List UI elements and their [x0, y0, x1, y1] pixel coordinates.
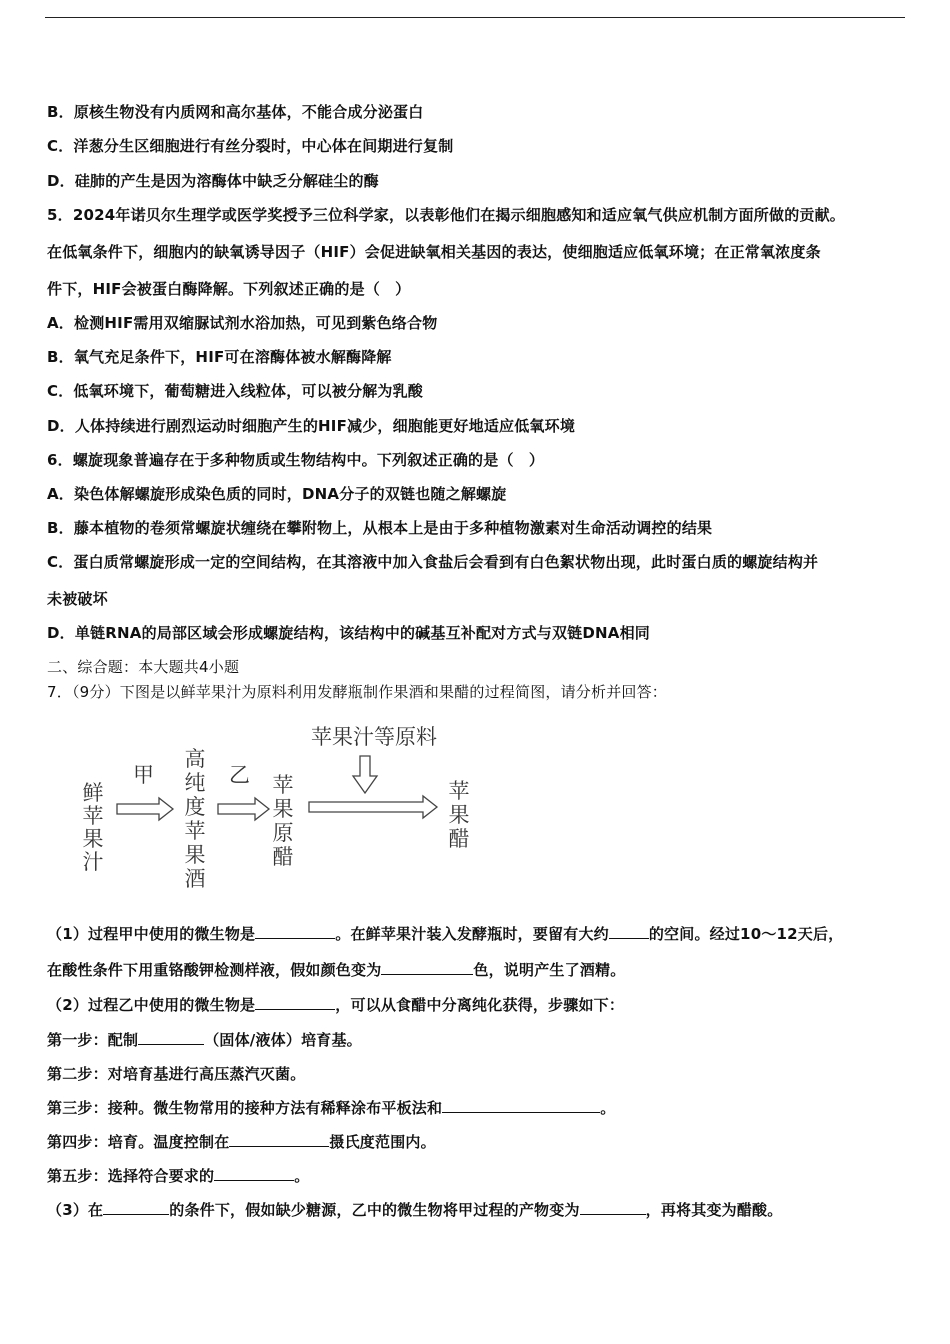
svg-text:鲜: 鲜	[82, 781, 104, 805]
blank-space-volume[interactable]	[609, 924, 649, 939]
q6-option-c-line-2: 未被破坏	[47, 590, 108, 608]
q7-part3: （3）在 的条件下，假如缺少糖源，乙中的微生物将甲过程的产物变为 ，再将其变为醋酸。	[47, 1201, 783, 1219]
step-2: 第二步：对培育基进行高压蒸汽灭菌。	[47, 1065, 306, 1083]
raw-material-input-label: 苹果汁等原料	[311, 725, 437, 749]
q5-stem-line-3: 件下，HIF会被蛋白酶降解。下列叙述正确的是（ ）	[47, 280, 411, 298]
svg-text:果: 果	[448, 803, 470, 827]
apple-vinegar-label	[449, 779, 470, 851]
q4-option-b: B．原核生物没有内质网和高尔基体，不能合成分泌蛋白	[47, 103, 424, 121]
svg-text:果: 果	[272, 797, 294, 821]
svg-text:醋: 醋	[448, 827, 470, 851]
q5-stem-line-1: 5．2024年诺贝尔生理学或医学奖授予三位科学家，以表彰他们在揭示细胞感知和适应氧气供应机制方面所做的贡献。	[47, 206, 845, 224]
high-purity-cider-label	[185, 747, 206, 891]
process-yi-label: 乙	[229, 763, 250, 787]
svg-text:苹: 苹	[272, 773, 294, 797]
q4-option-d: D．硅肺的产生是因为溶酶体中缺乏分解硅尘的酶	[47, 172, 379, 190]
svg-text:果: 果	[184, 843, 206, 867]
svg-text:果: 果	[82, 827, 104, 851]
svg-text:苹: 苹	[184, 819, 206, 843]
svg-text:苹: 苹	[448, 779, 470, 803]
step-5: 第五步：选择符合要求的 。	[47, 1167, 310, 1185]
blank-temperature[interactable]	[229, 1132, 329, 1147]
q5-option-c: C．低氧环境下，葡萄糖进入线粒体，可以被分解为乳酸	[47, 382, 424, 400]
q4-option-c: C．洋葱分生区细胞进行有丝分裂时，中心体在间期进行复制	[47, 137, 454, 155]
q7-stem: 7．（9分）下图是以鲜苹果汁为原料利用发酵瓶制作果酒和果醋的过程简图，请分析并回答：	[47, 683, 667, 701]
step-4: 第四步：培育。温度控制在 摄氏度范围内。	[47, 1133, 436, 1151]
raw-apple-vinegar-label	[273, 773, 294, 869]
step-3: 第三步：接种。微生物常用的接种方法有稀释涂布平板法和 。	[47, 1099, 616, 1117]
svg-text:高: 高	[184, 747, 206, 771]
svg-text:汁: 汁	[82, 850, 104, 874]
q6-option-b: B．藤本植物的卷须常螺旋状缠绕在攀附物上，从根本上是由于多种植物激素对生命活动调控的结果	[47, 519, 713, 537]
blank-microbe-jia[interactable]	[255, 924, 335, 939]
q5-option-b: B．氧气充足条件下，HIF可在溶酶体被水解酶降解	[47, 348, 392, 366]
q5-stem-line-2: 在低氧条件下，细胞内的缺氧诱导因子（HIF）会促进缺氧相关基因的表达，使细胞适应低氧环境；在正常氧浓度条	[47, 243, 821, 261]
blank-selection[interactable]	[214, 1166, 294, 1181]
q6-option-c-line-1: C．蛋白质常螺旋形成一定的空间结构，在其溶液中加入食盐后会看到有白色絮状物出现，此时蛋白质的螺旋结构并	[47, 553, 819, 571]
svg-text:度: 度	[184, 795, 206, 819]
svg-text:酒: 酒	[184, 867, 206, 891]
arrow-jia	[117, 798, 173, 820]
svg-text:苹: 苹	[82, 804, 104, 828]
blank-color[interactable]	[381, 960, 473, 975]
arrow-yi	[218, 798, 269, 820]
fresh-apple-juice-label	[83, 781, 104, 874]
q7-part1-line-1: （1）过程甲中使用的微生物是 。在鲜苹果汁装入发酵瓶时，要留有大约 的空间。经过10～12天后，	[47, 925, 844, 943]
blank-intermediate-product[interactable]	[580, 1200, 646, 1215]
arrow-down-input	[353, 756, 377, 793]
q6-stem: 6．螺旋现象普遍存在于多种物质或生物结构中。下列叙述正确的是（ ）	[47, 451, 545, 469]
q7-part1-line-2: 在酸性条件下用重铬酸钾检测样液，假如颜色变为 色，说明产生了酒精。	[47, 961, 626, 979]
svg-text:醋: 醋	[272, 845, 294, 869]
svg-text:原: 原	[272, 821, 294, 845]
q6-option-d: D．单链RNA的局部区域会形成螺旋结构，该结构中的碱基互补配对方式与双链DNA相同	[47, 624, 650, 642]
q5-option-a: A．检测HIF需用双缩脲试剂水浴加热，可见到紫色络合物	[47, 314, 438, 332]
q6-option-a: A．染色体解螺旋形成染色质的同时，DNA分子的双链也随之解螺旋	[47, 485, 507, 503]
q7-part2: （2）过程乙中使用的微生物是 ，可以从食醋中分离纯化获得，步骤如下：	[47, 996, 625, 1014]
step-1: 第一步：配制 （固体/液体）培育基。	[47, 1031, 362, 1049]
fermentation-diagram	[75, 718, 495, 898]
blank-condition[interactable]	[103, 1200, 169, 1215]
section-heading: 二、综合题：本大题共4小题	[47, 658, 240, 676]
blank-medium-type[interactable]	[138, 1030, 204, 1045]
blank-inoculation-method[interactable]	[442, 1098, 600, 1113]
arrow-long	[309, 796, 437, 818]
q5-option-d: D．人体持续进行剧烈运动时细胞产生的HIF减少，细胞能更好地适应低氧环境	[47, 417, 576, 435]
blank-microbe-yi[interactable]	[255, 995, 335, 1010]
header-rule	[45, 17, 905, 18]
process-jia-label: 甲	[133, 763, 154, 787]
svg-text:纯: 纯	[184, 771, 206, 795]
